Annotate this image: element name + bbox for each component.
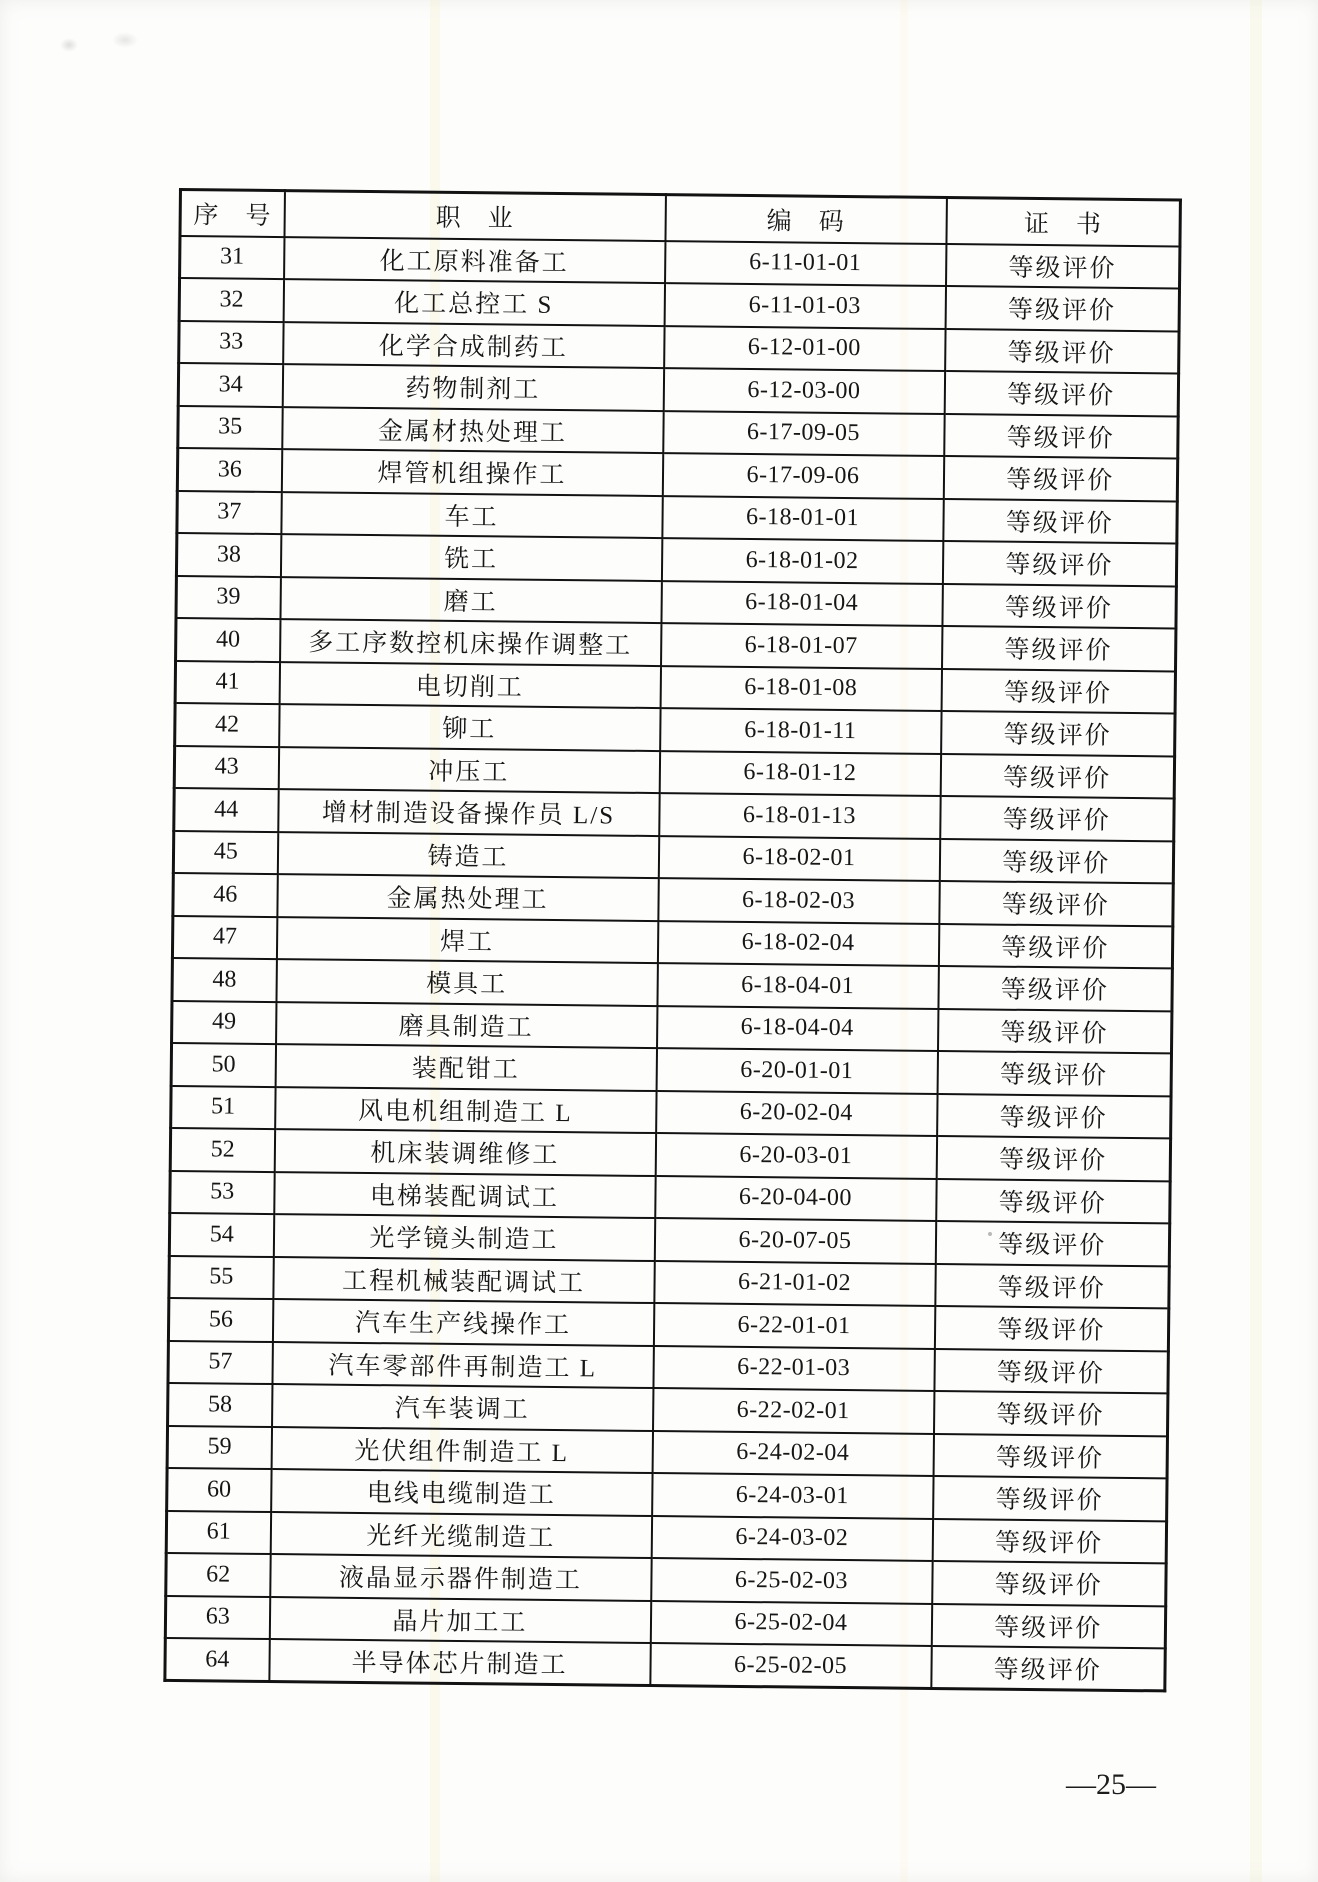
- cell-index: 41: [175, 660, 279, 704]
- cell-certificate: 等级评价: [940, 754, 1174, 799]
- cell-code: 6-20-07-05: [654, 1218, 935, 1263]
- scan-smudge: [112, 32, 138, 48]
- cell-certificate: 等级评价: [938, 966, 1172, 1011]
- cell-index: 64: [165, 1638, 269, 1682]
- cell-index: 44: [174, 788, 278, 832]
- cell-certificate: 等级评价: [932, 1561, 1166, 1606]
- cell-code: 6-25-02-03: [651, 1558, 932, 1603]
- cell-certificate: 等级评价: [937, 1093, 1171, 1138]
- cell-index: 49: [172, 1000, 276, 1044]
- cell-index: 42: [175, 703, 279, 747]
- cell-occupation: 磨工: [280, 577, 661, 623]
- cell-occupation: 电梯装配调试工: [274, 1172, 655, 1218]
- cell-occupation: 化工原料准备工: [284, 237, 665, 283]
- cell-occupation: 装配钳工: [275, 1044, 656, 1090]
- cell-index: 45: [173, 830, 277, 874]
- cell-certificate: 等级评价: [938, 923, 1172, 968]
- cell-occupation: 多工序数控机床操作调整工: [280, 619, 661, 665]
- cell-index: 36: [177, 448, 281, 492]
- cell-index: 53: [170, 1170, 274, 1214]
- cell-code: 6-17-09-06: [662, 453, 943, 498]
- cell-code: 6-18-01-11: [660, 708, 941, 753]
- column-header-index: 序 号: [180, 190, 284, 237]
- cell-certificate: 等级评价: [933, 1476, 1167, 1521]
- cell-certificate: 等级评价: [937, 1051, 1171, 1096]
- cell-index: 51: [171, 1085, 275, 1129]
- cell-certificate: 等级评价: [944, 371, 1178, 416]
- cell-index: 39: [176, 575, 280, 619]
- cell-certificate: 等级评价: [938, 1008, 1172, 1053]
- cell-index: 60: [167, 1468, 271, 1512]
- cell-occupation: 金属材热处理工: [282, 407, 663, 453]
- cell-code: 6-18-01-12: [659, 751, 940, 796]
- table-container: [163, 188, 1179, 1692]
- cell-index: 62: [166, 1553, 270, 1597]
- cell-occupation: 半导体芯片制造工: [269, 1639, 650, 1685]
- cell-code: 6-18-02-04: [657, 921, 938, 966]
- cell-index: 34: [178, 363, 282, 407]
- cell-code: 6-20-02-04: [656, 1091, 937, 1136]
- cell-occupation: 汽车装调工: [272, 1384, 653, 1430]
- cell-occupation: 磨具制造工: [276, 1002, 657, 1048]
- cell-certificate: 等级评价: [943, 499, 1177, 544]
- cell-occupation: 铸造工: [277, 832, 658, 878]
- cell-certificate: 等级评价: [943, 456, 1177, 501]
- cell-certificate: 等级评价: [944, 414, 1178, 459]
- cell-code: 6-18-01-13: [659, 793, 940, 838]
- cell-index: 35: [178, 406, 282, 450]
- cell-index: 57: [168, 1340, 272, 1384]
- cell-index: 59: [167, 1425, 271, 1469]
- cell-code: 6-24-03-01: [652, 1473, 933, 1518]
- column-header-occupation: 职 业: [284, 191, 665, 241]
- cell-certificate: 等级评价: [936, 1136, 1170, 1181]
- cell-occupation: 工程机械装配调试工: [273, 1257, 654, 1303]
- cell-occupation: 药物制剂工: [282, 364, 663, 410]
- cell-certificate: 等级评价: [942, 584, 1176, 629]
- cell-code: 6-18-01-04: [661, 581, 942, 626]
- cell-code: 6-12-03-00: [663, 368, 944, 413]
- cell-occupation: 化工总控工 S: [283, 279, 664, 325]
- cell-index: 61: [166, 1510, 270, 1554]
- cell-occupation: 光伏组件制造工 L: [271, 1427, 652, 1473]
- cell-certificate: 等级评价: [939, 839, 1173, 884]
- cell-occupation: 化学合成制药工: [283, 322, 664, 368]
- cell-certificate: 等级评价: [931, 1603, 1165, 1648]
- cell-certificate: 等级评价: [936, 1178, 1170, 1223]
- cell-code: 6-25-02-05: [650, 1643, 931, 1688]
- cell-occupation: 电线电缆制造工: [271, 1469, 652, 1515]
- cell-index: 46: [173, 873, 277, 917]
- cell-code: 6-21-01-02: [654, 1261, 935, 1306]
- cell-code: 6-18-02-03: [658, 878, 939, 923]
- cell-occupation: 光纤光缆制造工: [270, 1512, 651, 1558]
- cell-occupation: 晶片加工工: [269, 1597, 650, 1643]
- cell-code: 6-22-01-01: [653, 1303, 934, 1348]
- cell-certificate: 等级评价: [939, 881, 1173, 926]
- cell-certificate: 等级评价: [945, 286, 1179, 331]
- cell-index: 50: [171, 1043, 275, 1087]
- cell-occupation: 焊工: [276, 917, 657, 963]
- cell-certificate: 等级评价: [934, 1348, 1168, 1393]
- cell-code: 6-20-04-00: [655, 1176, 936, 1221]
- cell-occupation: 机床装调维修工: [274, 1129, 655, 1175]
- cell-certificate: 等级评价: [935, 1263, 1169, 1308]
- cell-index: 32: [179, 278, 283, 322]
- cell-index: 37: [177, 490, 281, 534]
- cell-code: 6-20-03-01: [655, 1133, 936, 1178]
- cell-occupation: 冲压工: [278, 747, 659, 793]
- cell-index: 63: [165, 1595, 269, 1639]
- column-header-certificate: 证 书: [946, 198, 1180, 246]
- table-row: [165, 1638, 1165, 1691]
- cell-occupation: 车工: [281, 492, 662, 538]
- cell-code: 6-18-01-02: [661, 538, 942, 583]
- cell-code: 6-11-01-01: [665, 241, 946, 286]
- cell-certificate: 等级评价: [931, 1646, 1165, 1691]
- cell-index: 43: [174, 745, 278, 789]
- cell-occupation: 电切削工: [279, 662, 660, 708]
- cell-index: 55: [169, 1255, 273, 1299]
- table-body: [165, 236, 1180, 1691]
- cell-occupation: 汽车生产线操作工: [272, 1299, 653, 1345]
- scan-streak: [1250, 0, 1262, 1882]
- cell-code: 6-11-01-03: [664, 283, 945, 328]
- cell-code: 6-18-01-08: [660, 666, 941, 711]
- cell-occupation: 汽车零部件再制造工 L: [272, 1342, 653, 1388]
- cell-code: 6-22-01-03: [653, 1346, 934, 1391]
- cell-occupation: 铣工: [280, 534, 661, 580]
- cell-certificate: 等级评价: [946, 244, 1180, 289]
- cell-certificate: 等级评价: [941, 711, 1175, 756]
- cell-certificate: 等级评价: [934, 1306, 1168, 1351]
- cell-code: 6-18-01-01: [662, 496, 943, 541]
- cell-occupation: 模具工: [276, 959, 657, 1005]
- cell-certificate: 等级评价: [940, 796, 1174, 841]
- cell-occupation: 铆工: [279, 704, 660, 750]
- cell-code: 6-18-04-01: [657, 963, 938, 1008]
- cell-index: 33: [179, 321, 283, 365]
- cell-index: 56: [168, 1298, 272, 1342]
- cell-index: 31: [180, 236, 284, 280]
- cell-code: 6-20-01-01: [656, 1048, 937, 1093]
- cell-certificate: 等级评价: [935, 1221, 1169, 1266]
- cell-certificate: 等级评价: [942, 626, 1176, 671]
- occupation-table: [163, 188, 1182, 1692]
- cell-occupation: 增材制造设备操作员 L/S: [278, 789, 659, 835]
- cell-occupation: 焊管机组操作工: [281, 449, 662, 495]
- cell-certificate: 等级评价: [933, 1433, 1167, 1478]
- scan-smudge: [60, 38, 78, 52]
- cell-certificate: 等级评价: [932, 1518, 1166, 1563]
- cell-index: 48: [172, 958, 276, 1002]
- cell-certificate: 等级评价: [941, 669, 1175, 714]
- cell-index: 40: [176, 618, 280, 662]
- cell-code: 6-24-03-02: [651, 1516, 932, 1561]
- cell-code: 6-18-01-07: [661, 623, 942, 668]
- cell-occupation: 风电机组制造工 L: [275, 1087, 656, 1133]
- cell-index: 58: [168, 1383, 272, 1427]
- cell-index: 38: [176, 533, 280, 577]
- cell-code: 6-17-09-05: [663, 411, 944, 456]
- cell-code: 6-18-04-04: [657, 1006, 938, 1051]
- cell-code: 6-18-02-01: [658, 836, 939, 881]
- column-header-code: 编 码: [665, 195, 946, 244]
- cell-occupation: 液晶显示器件制造工: [270, 1554, 651, 1600]
- cell-certificate: 等级评价: [945, 329, 1179, 374]
- cell-code: 6-25-02-04: [650, 1601, 931, 1646]
- cell-certificate: 等级评价: [933, 1391, 1167, 1436]
- cell-index: 47: [172, 915, 276, 959]
- cell-code: 6-24-02-04: [652, 1431, 933, 1476]
- cell-occupation: 金属热处理工: [277, 874, 658, 920]
- cell-index: 54: [169, 1213, 273, 1257]
- cell-code: 6-22-02-01: [653, 1388, 934, 1433]
- cell-code: 6-12-01-00: [664, 326, 945, 371]
- page-number: —25—: [1066, 1768, 1156, 1801]
- cell-index: 52: [170, 1128, 274, 1172]
- cell-occupation: 光学镜头制造工: [273, 1214, 654, 1260]
- cell-certificate: 等级评价: [942, 541, 1176, 586]
